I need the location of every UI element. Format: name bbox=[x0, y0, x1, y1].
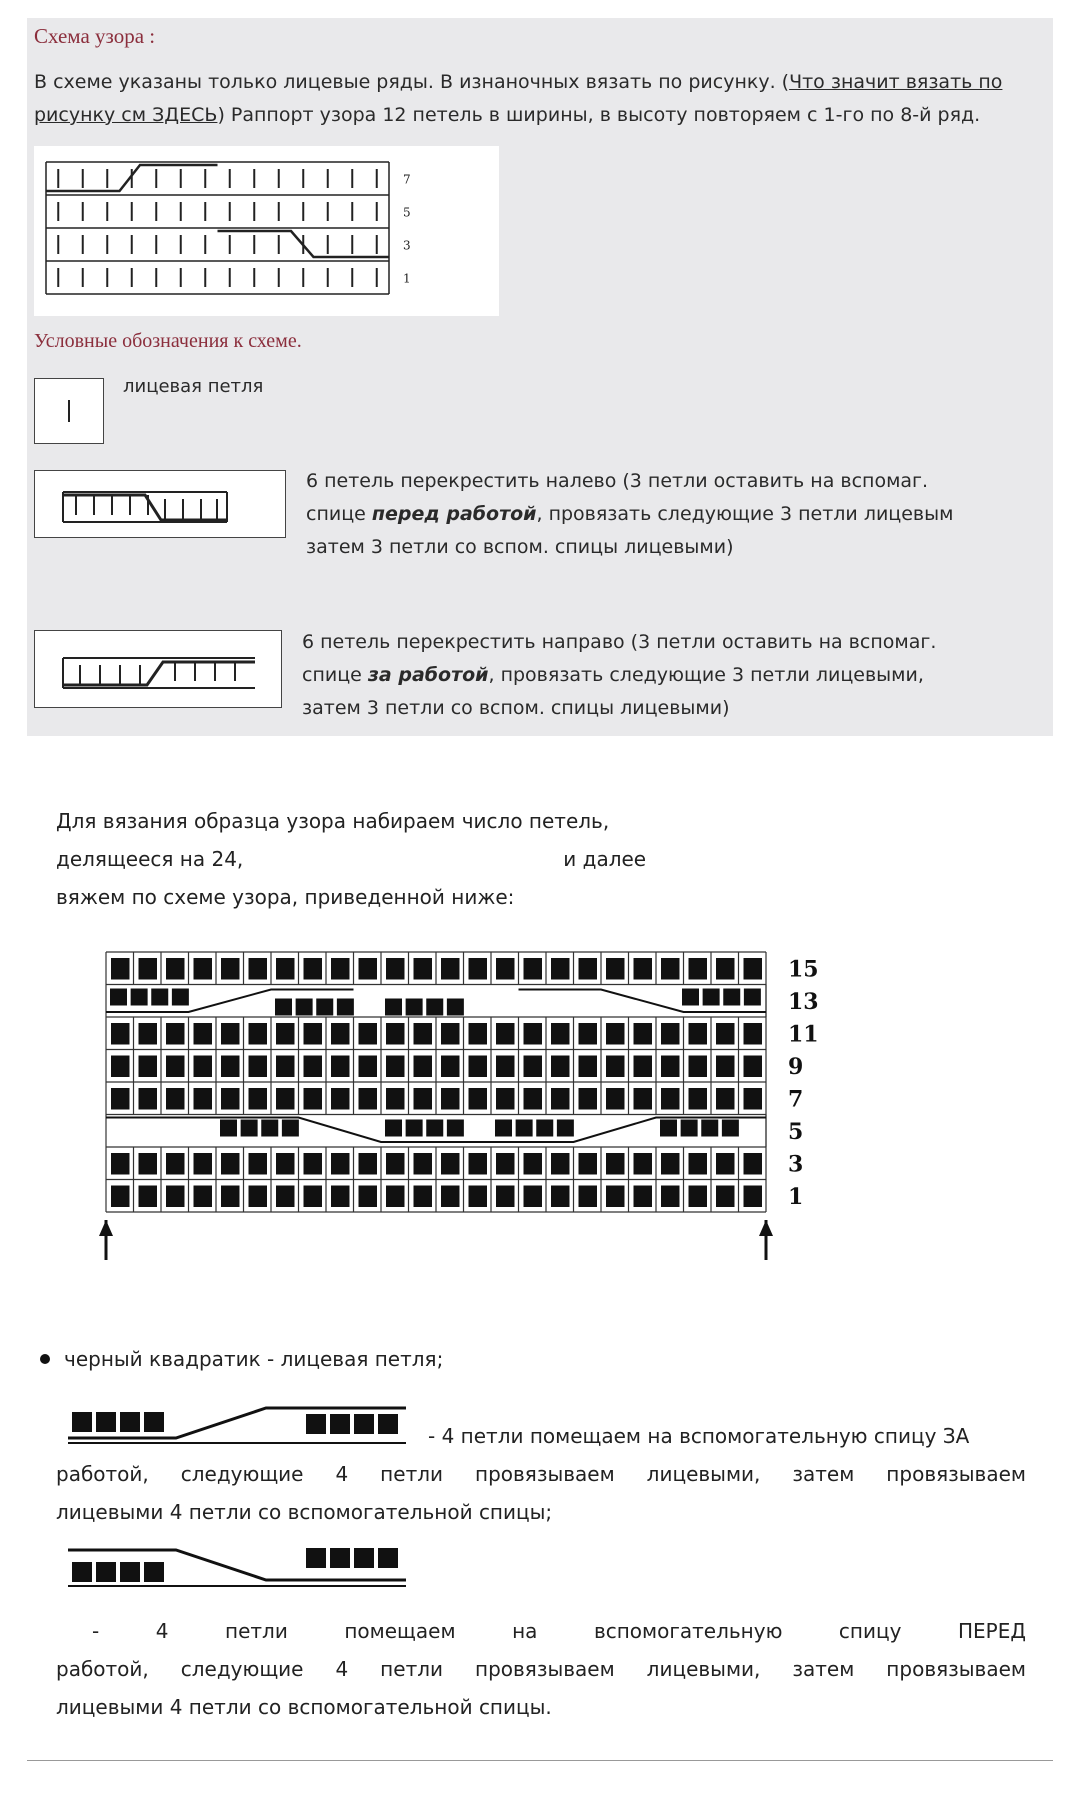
knit-stitch bbox=[194, 1088, 213, 1110]
knit-stitch bbox=[166, 1186, 185, 1208]
knit-stitch bbox=[139, 1186, 158, 1208]
knit-stitch bbox=[606, 1088, 625, 1110]
knit-stitch bbox=[331, 1153, 350, 1175]
knit-stitch bbox=[689, 958, 708, 980]
knit-stitch-label: лицевая петля bbox=[123, 376, 264, 397]
cross-left-line2: спице перед работой, провязать следующие 3 петли лицевым bbox=[306, 503, 954, 525]
knit-stitch bbox=[441, 1186, 460, 1208]
legend2-line2: работой, следующие 4 петли провязываем лицевыми, затем провязываем bbox=[56, 1657, 1026, 1681]
knit-stitch bbox=[166, 1153, 185, 1175]
knit-stitch bbox=[716, 1023, 735, 1045]
knit-stitch bbox=[496, 1186, 515, 1208]
knit-stitch bbox=[414, 1186, 433, 1208]
cross-right-symbol bbox=[34, 630, 282, 708]
knit-stitch bbox=[110, 989, 127, 1006]
pattern-chart-small-svg bbox=[34, 146, 499, 316]
knit-stitch bbox=[701, 1120, 718, 1137]
knit-stitch bbox=[414, 1153, 433, 1175]
row-label: 1 bbox=[403, 271, 411, 286]
knit-stitch bbox=[606, 1056, 625, 1078]
knit-stitch bbox=[689, 1153, 708, 1175]
knit-stitch bbox=[111, 1186, 130, 1208]
details-link-2[interactable]: рисунку см ЗДЕСЬ bbox=[34, 104, 218, 126]
knit-stitch bbox=[722, 1120, 739, 1137]
knit-stitch bbox=[276, 1088, 295, 1110]
knit-stitch bbox=[282, 1120, 299, 1137]
black-square-legend: черный квадратик - лицевая петля; bbox=[64, 1347, 444, 1371]
knit-stitch bbox=[276, 1056, 295, 1078]
knit-stitch bbox=[331, 1088, 350, 1110]
knit-stitch bbox=[249, 1056, 268, 1078]
knit-stitch bbox=[716, 1186, 735, 1208]
knit-stitch bbox=[661, 1088, 680, 1110]
knit-stitch bbox=[441, 958, 460, 980]
knit-stitch bbox=[579, 1186, 598, 1208]
knit-stitch bbox=[634, 1153, 653, 1175]
knit-stitch bbox=[194, 1186, 213, 1208]
knit-stitch bbox=[524, 1023, 543, 1045]
row-label: 5 bbox=[403, 205, 411, 220]
knit-stitch bbox=[551, 1023, 570, 1045]
knit-stitch bbox=[661, 1023, 680, 1045]
knit-stitch bbox=[337, 999, 354, 1016]
knit-stitch bbox=[111, 1023, 130, 1045]
knit-stitch bbox=[261, 1120, 278, 1137]
knit-stitch bbox=[359, 1056, 378, 1078]
intro-line3: вяжем по схеме узора, приведенной ниже: bbox=[56, 885, 515, 909]
knit-stitch bbox=[469, 1186, 488, 1208]
knit-stitch bbox=[469, 1056, 488, 1078]
knit-stitch bbox=[139, 1153, 158, 1175]
knit-stitch bbox=[496, 1088, 515, 1110]
details-link[interactable]: Что значит вязать по bbox=[789, 71, 1003, 93]
cross-left-line1: 6 петель перекрестить налево (3 петли оставить на вспомаг. bbox=[306, 470, 929, 492]
row-label: 1 bbox=[788, 1183, 804, 1210]
knit-stitch bbox=[524, 958, 543, 980]
knit-stitch bbox=[406, 999, 423, 1016]
knit-stitch bbox=[241, 1120, 258, 1137]
knit-stitch bbox=[111, 1153, 130, 1175]
knit-stitch bbox=[414, 1088, 433, 1110]
knit-stitch bbox=[744, 1186, 763, 1208]
knit-stitch bbox=[703, 989, 720, 1006]
cross-left-line3: затем 3 петли со вспом. спицы лицевыми) bbox=[306, 536, 734, 558]
knit-stitch bbox=[744, 1023, 763, 1045]
cross-right-line3: затем 3 петли со вспом. спицы лицевыми) bbox=[302, 697, 730, 719]
knit-stitch bbox=[249, 1088, 268, 1110]
knit-stitch bbox=[221, 1023, 240, 1045]
cross-front-symbol bbox=[66, 1540, 426, 1594]
knit-stitch bbox=[579, 1023, 598, 1045]
knit-stitch bbox=[359, 1186, 378, 1208]
legend-title: Условные обозначения к схеме. bbox=[34, 330, 302, 352]
knit-stitch bbox=[276, 1186, 295, 1208]
knit-stitch bbox=[524, 1153, 543, 1175]
knit-stitch bbox=[689, 1088, 708, 1110]
knit-stitch bbox=[495, 1120, 512, 1137]
bottom-divider bbox=[27, 1760, 1053, 1761]
knit-stitch bbox=[111, 958, 130, 980]
knit-stitch bbox=[551, 1186, 570, 1208]
repeat-arrow-head bbox=[759, 1220, 773, 1236]
knit-stitch bbox=[441, 1056, 460, 1078]
knit-stitch bbox=[359, 1153, 378, 1175]
knit-stitch bbox=[536, 1120, 553, 1137]
knit-stitch bbox=[151, 989, 168, 1006]
knit-stitch bbox=[441, 1023, 460, 1045]
knit-stitch bbox=[276, 1023, 295, 1045]
knit-stitch bbox=[579, 1088, 598, 1110]
knit-stitch bbox=[661, 1153, 680, 1175]
knit-stitch bbox=[316, 999, 333, 1016]
knit-stitch bbox=[386, 1186, 405, 1208]
knit-stitch bbox=[359, 958, 378, 980]
knit-stitch bbox=[386, 1023, 405, 1045]
knit-stitch bbox=[172, 989, 189, 1006]
row-label: 5 bbox=[788, 1118, 804, 1145]
knit-stitch bbox=[551, 958, 570, 980]
knit-stitch bbox=[524, 1088, 543, 1110]
intro-line1: Для вязания образца узора набираем число петель, bbox=[56, 809, 610, 833]
knit-stitch bbox=[414, 1056, 433, 1078]
knit-stitch bbox=[551, 1056, 570, 1078]
knit-stitch bbox=[496, 1056, 515, 1078]
knit-stitch bbox=[296, 999, 313, 1016]
knit-stitch bbox=[275, 999, 292, 1016]
legend1-line3: лицевыми 4 петли со вспомогательной спицы; bbox=[56, 1500, 553, 1524]
knit-stitch bbox=[634, 1056, 653, 1078]
legend1-line2: работой, следующие 4 петли провязываем лицевыми, затем провязываем bbox=[56, 1462, 1026, 1486]
knit-stitch bbox=[723, 989, 740, 1006]
knit-stitch bbox=[331, 958, 350, 980]
knit-stitch bbox=[194, 1153, 213, 1175]
knit-stitch bbox=[166, 1088, 185, 1110]
knit-stitch bbox=[131, 989, 148, 1006]
row-label: 3 bbox=[788, 1151, 804, 1178]
intro-line2: делящееся на 24, и далее bbox=[56, 847, 647, 871]
knit-stitch bbox=[304, 1153, 323, 1175]
row-label: 7 bbox=[788, 1086, 804, 1113]
knit-stitch bbox=[681, 1120, 698, 1137]
knit-stitch bbox=[426, 1120, 443, 1137]
knit-stitch bbox=[469, 1153, 488, 1175]
knit-stitch bbox=[606, 1186, 625, 1208]
knit-stitch bbox=[194, 1056, 213, 1078]
legend2-line3: лицевыми 4 петли со вспомогательной спицы. bbox=[56, 1695, 552, 1719]
knit-stitch bbox=[331, 1186, 350, 1208]
knit-stitch bbox=[447, 1120, 464, 1137]
knit-stitch-symbol bbox=[34, 378, 104, 444]
knit-stitch bbox=[689, 1023, 708, 1045]
knit-stitch bbox=[166, 1023, 185, 1045]
knit-stitch bbox=[304, 1088, 323, 1110]
knit-stitch bbox=[249, 1023, 268, 1045]
knit-stitch bbox=[682, 989, 699, 1006]
knit-stitch bbox=[139, 958, 158, 980]
knit-stitch bbox=[304, 958, 323, 980]
row-label: 9 bbox=[788, 1053, 804, 1080]
knit-stitch bbox=[661, 958, 680, 980]
knit-stitch bbox=[304, 1186, 323, 1208]
knit-stitch bbox=[524, 1056, 543, 1078]
pattern-chart-large bbox=[60, 940, 1020, 1260]
knit-stitch bbox=[634, 1023, 653, 1045]
knit-stitch bbox=[249, 1153, 268, 1175]
cross-right-line1: 6 петель перекрестить направо (3 петли оставить на вспомаг. bbox=[302, 631, 937, 653]
knit-stitch bbox=[579, 1153, 598, 1175]
knit-stitch bbox=[524, 1186, 543, 1208]
knit-stitch bbox=[194, 1023, 213, 1045]
knit-stitch bbox=[426, 999, 443, 1016]
scheme-title: Схема узора : bbox=[34, 24, 156, 48]
knit-stitch bbox=[166, 1056, 185, 1078]
knit-stitch bbox=[744, 1088, 763, 1110]
repeat-arrow-head bbox=[99, 1220, 113, 1236]
knit-stitch bbox=[304, 1023, 323, 1045]
knit-stitch bbox=[220, 1120, 237, 1137]
knit-stitch bbox=[634, 1186, 653, 1208]
knit-stitch bbox=[111, 1056, 130, 1078]
knit-stitch bbox=[414, 958, 433, 980]
knit-stitch bbox=[221, 1186, 240, 1208]
knit-stitch bbox=[359, 1088, 378, 1110]
knit-stitch bbox=[689, 1056, 708, 1078]
knit-stitch bbox=[221, 1088, 240, 1110]
knit-stitch bbox=[166, 958, 185, 980]
knit-stitch bbox=[660, 1120, 677, 1137]
knit-stitch bbox=[496, 1153, 515, 1175]
knit-stitch bbox=[221, 1153, 240, 1175]
knit-stitch bbox=[111, 1088, 130, 1110]
knit-stitch bbox=[386, 1153, 405, 1175]
knit-stitch bbox=[716, 1056, 735, 1078]
knit-stitch bbox=[139, 1023, 158, 1045]
knit-stitch bbox=[744, 1056, 763, 1078]
knit-stitch bbox=[249, 958, 268, 980]
knit-stitch bbox=[447, 999, 464, 1016]
knit-stitch bbox=[606, 1023, 625, 1045]
knit-stitch bbox=[139, 1056, 158, 1078]
knit-stitch bbox=[496, 1023, 515, 1045]
knit-stitch bbox=[744, 989, 761, 1006]
legend2-line1: - 4 петли помещаем на вспомогательную спицу ПЕРЕД bbox=[92, 1619, 1026, 1643]
knit-stitch bbox=[331, 1023, 350, 1045]
knit-stitch bbox=[385, 999, 402, 1016]
bullet-dot bbox=[40, 1354, 50, 1364]
row-label: 13 bbox=[788, 988, 819, 1015]
pattern-chart-small bbox=[34, 146, 499, 316]
knit-stitch bbox=[557, 1120, 574, 1137]
knit-stitch bbox=[716, 1153, 735, 1175]
knit-stitch bbox=[634, 958, 653, 980]
knit-stitch bbox=[606, 958, 625, 980]
knit-stitch bbox=[331, 1056, 350, 1078]
knit-stitch bbox=[469, 958, 488, 980]
knit-stitch bbox=[716, 958, 735, 980]
knit-stitch bbox=[386, 1088, 405, 1110]
knit-stitch bbox=[689, 1186, 708, 1208]
knit-stitch bbox=[386, 958, 405, 980]
knit-stitch bbox=[661, 1186, 680, 1208]
knit-stitch bbox=[221, 1056, 240, 1078]
knit-stitch bbox=[469, 1088, 488, 1110]
knit-stitch bbox=[194, 958, 213, 980]
knit-stitch bbox=[744, 958, 763, 980]
knit-stitch bbox=[634, 1088, 653, 1110]
knit-stitch bbox=[359, 1023, 378, 1045]
row-label: 3 bbox=[403, 238, 411, 253]
knit-stitch bbox=[516, 1120, 533, 1137]
row-label: 15 bbox=[788, 956, 819, 983]
knit-stitch bbox=[441, 1088, 460, 1110]
knit-stitch bbox=[496, 958, 515, 980]
knit-stitch bbox=[579, 958, 598, 980]
scheme-description-line1: В схеме указаны только лицевые ряды. В изнаночных вязать по рисунку. (Что значит вязать по bbox=[34, 71, 1003, 93]
knit-stitch bbox=[276, 1153, 295, 1175]
knit-stitch bbox=[716, 1088, 735, 1110]
knit-stitch bbox=[579, 1056, 598, 1078]
cross-left-symbol bbox=[34, 470, 286, 538]
knit-stitch bbox=[661, 1056, 680, 1078]
row-label: 11 bbox=[788, 1021, 819, 1048]
knit-stitch bbox=[551, 1153, 570, 1175]
knit-stitch bbox=[385, 1120, 402, 1137]
knit-stitch bbox=[249, 1186, 268, 1208]
knit-stitch bbox=[406, 1120, 423, 1137]
knit-stitch bbox=[139, 1088, 158, 1110]
knit-stitch bbox=[441, 1153, 460, 1175]
knit-stitch bbox=[414, 1023, 433, 1045]
legend1-line1: - 4 петли помещаем на вспомогательную спицу ЗА bbox=[428, 1424, 970, 1448]
row-label: 7 bbox=[403, 172, 411, 187]
cross-back-symbol bbox=[66, 1398, 426, 1452]
knit-stitch bbox=[386, 1056, 405, 1078]
knit-stitch bbox=[606, 1153, 625, 1175]
knit-stitch bbox=[744, 1153, 763, 1175]
knit-stitch bbox=[469, 1023, 488, 1045]
knit-stitch bbox=[304, 1056, 323, 1078]
knit-stitch bbox=[221, 958, 240, 980]
scheme-description-line2: рисунку см ЗДЕСЬ) Раппорт узора 12 петель в ширины, в высоту повторяем с 1-го по 8-й ряд. bbox=[34, 104, 981, 126]
knit-stitch bbox=[276, 958, 295, 980]
knit-stitch bbox=[551, 1088, 570, 1110]
cross-right-line2: спице за работой, провязать следующие 3 петли лицевыми, bbox=[302, 664, 924, 686]
